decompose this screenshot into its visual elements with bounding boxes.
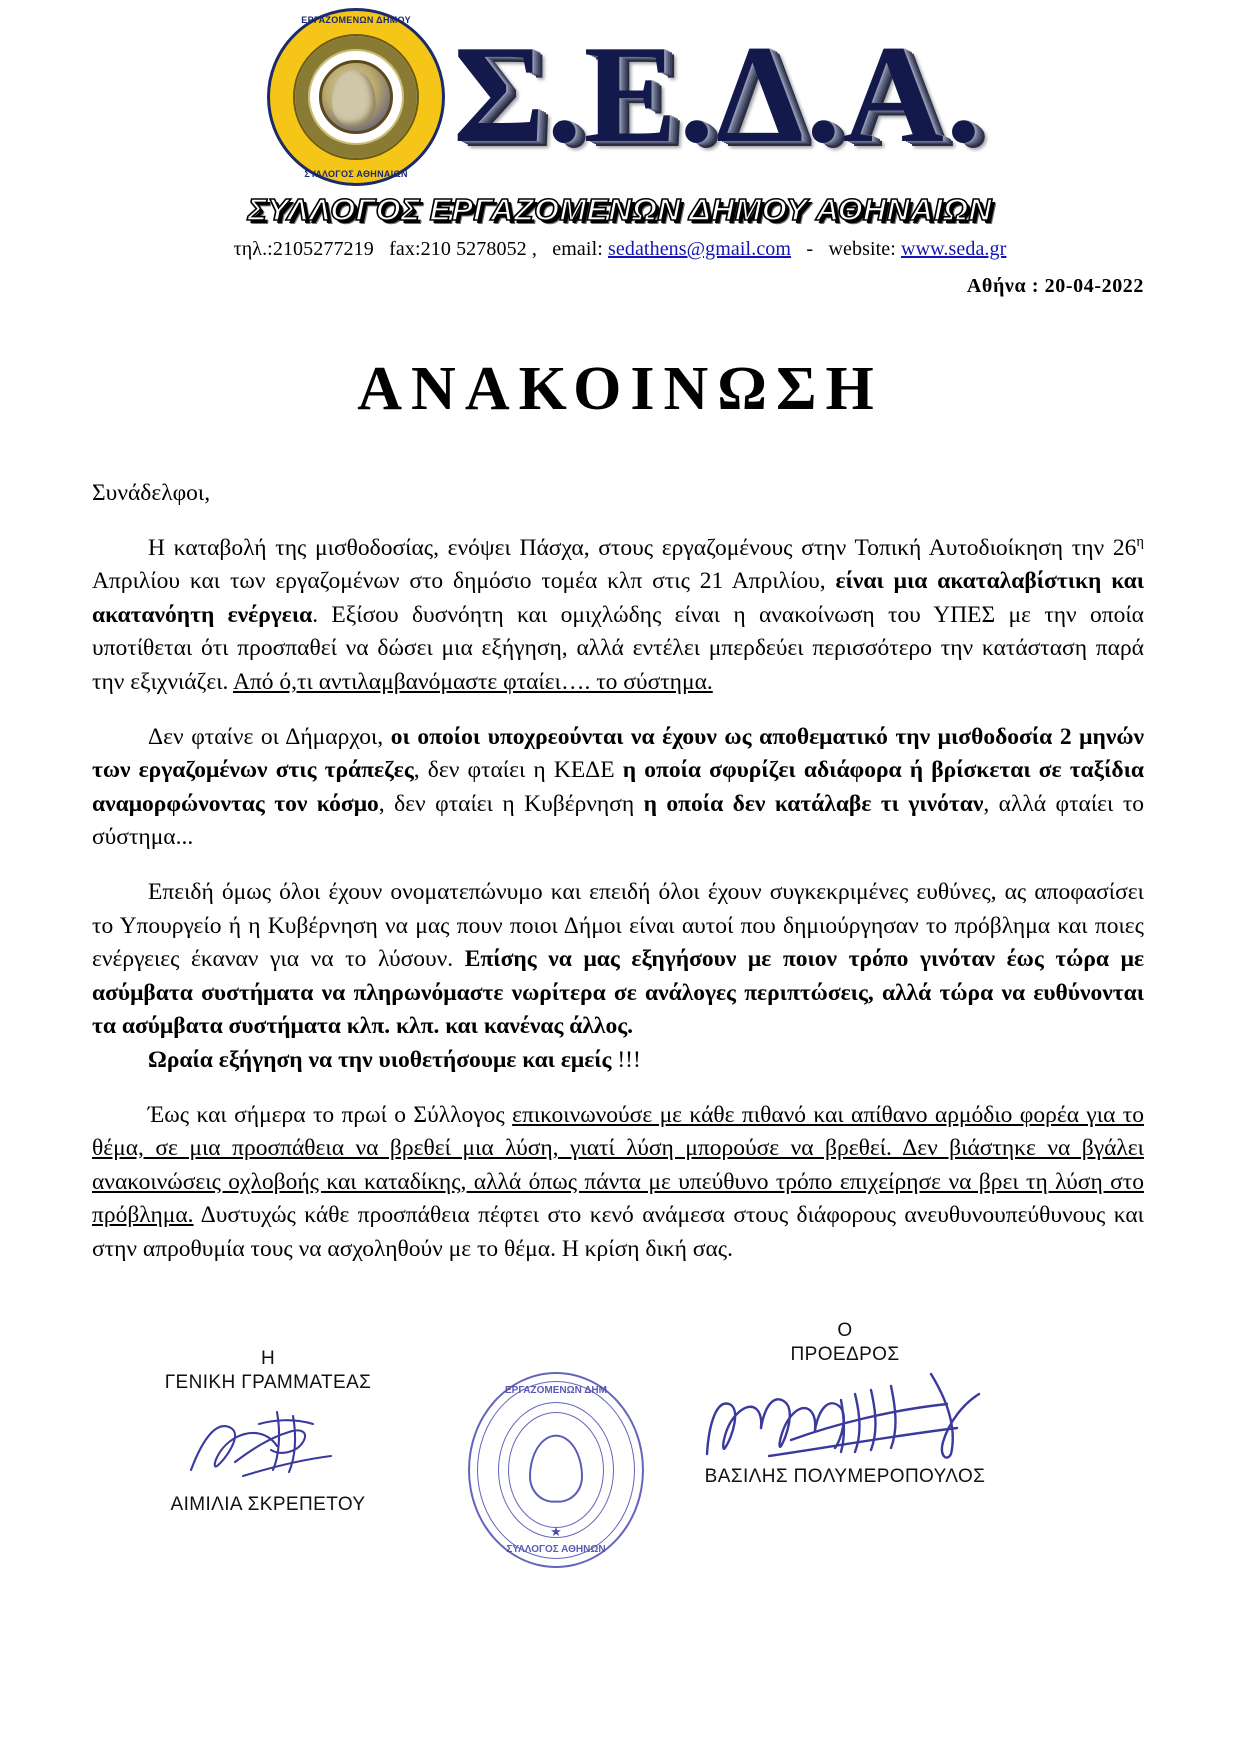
p2-bold-2: η οποία σφυρίζει αδιάφορα ή βρίσκεται σε ταξίδια αναμορφώνοντας τον κόσμο xyxy=(92,757,1145,817)
emblem-athena-head-icon xyxy=(332,70,376,126)
organization-acronym: Σ.Ε.Δ.Α. xyxy=(453,16,983,172)
date-line: Αθήνα : 20-04-2022 xyxy=(966,275,1144,297)
union-emblem-icon xyxy=(267,8,445,186)
p1-bold-1: είναι μια ακαταλαβίστικη και ακατανόητη ενέργεια xyxy=(92,568,1144,628)
signature-area xyxy=(0,1320,1240,1620)
official-stamp-icon xyxy=(468,1372,644,1568)
letterhead xyxy=(0,0,1240,310)
p5-text-1: Έως και σήμερα το πρωί ο Σύλλογος xyxy=(148,1101,513,1128)
page-title: ΑΝΑΚΟΙΝΩΣΗ xyxy=(357,355,883,423)
stamp-star-icon: ★ xyxy=(550,1524,562,1540)
p2-text-3: , δεν φταίει η Κυβέρνηση xyxy=(378,790,644,817)
contact-line xyxy=(0,238,1240,261)
president-signature-image xyxy=(680,1370,1010,1462)
president-article: Ο xyxy=(837,1320,853,1342)
p1-underline-1: Από ό,τι αντιλαμβανόμαστε φταίει…. το σύστημα. xyxy=(232,668,713,695)
p4-bold-1: Ωραία εξήγηση να την υιοθετήσουμε και εμείς xyxy=(148,1046,612,1073)
secretary-name: ΑΙΜΙΛΙΑ ΣΚΡΕΠΕΤΟΥ xyxy=(170,1494,366,1516)
email-label: email: xyxy=(552,238,603,260)
p1-text-2: Απριλίου και των εργαζομένων στο δημόσιο τομέα κλπ στις 21 Απριλίου, xyxy=(92,568,836,595)
phone-label: τηλ.:2105277219 xyxy=(233,238,374,260)
signature-block-secretary xyxy=(128,1348,408,1516)
emblem-athena-disc xyxy=(319,60,393,134)
president-role: ΠΡΟΕΔΡΟΣ xyxy=(790,1344,900,1366)
secretary-article: Η xyxy=(260,1348,276,1370)
p3-text-1: Επειδή όμως όλοι έχουν ονοματεπώνυμο και επειδή όλοι έχουν συγκεκριμένες ευθύνες, ας αποφασίσει το Υπουργείο ή η Κυβέρνηση να μας πουν ποιοι Δήμοι είναι αυτοί που δημιούργησαν το πρόβλημα και ποιες ενέργειες έκαναν για να το λύσουν. xyxy=(92,878,1144,973)
secretary-signature-image xyxy=(128,1398,408,1490)
organization-name: ΣΥΛΛΟΓΟΣ ΕΡΓΑΖΟΜΕΝΩΝ ΔΗΜΟΥ ΑΘΗΝΑΙΩΝ xyxy=(247,192,993,227)
emblem-arc-top-label: ΕΡΓΑΖΟΜΕΝΩΝ ΔΗΜΟΥ xyxy=(301,15,411,25)
p1-text-1: Η καταβολή της μισθοδοσίας, ενόψει Πάσχα, στους εργαζομένους στην Τοπική Αυτοδιοίκηση την 26 xyxy=(148,534,1137,561)
salutation: Συνάδελφοι, xyxy=(92,480,211,506)
paragraph-1 xyxy=(92,532,1144,700)
paragraph-3 xyxy=(92,876,1144,1044)
website-link[interactable]: www.seda.gr xyxy=(901,238,1007,260)
p1-ordinal-suffix: η xyxy=(1136,533,1144,550)
p2-text-1: Δεν φταίνε οι Δήμαρχοι, xyxy=(148,723,391,750)
paragraph-2 xyxy=(92,721,1144,855)
p5-text-2: Δυστυχώς κάθε προσπάθεια πέφτει στο κενό ανάμεσα στους διάφορους ανευθυνουπεύθυνους και στην απροθυμία τους να ασχοληθούν με το θέμα. Η κρίση δική σας. xyxy=(92,1202,1144,1262)
logo-row xyxy=(0,0,1240,190)
p5-underline-1: επικοινωνούσε με κάθε πιθανό και απίθανο αρμόδιο φορέα για το θέμα, σε μια προσπάθεια να βρεθεί μια λύση, γιατί λύση μπορούσε να βρεθεί. Δεν βιάστηκε να βγάλει ανακοινώσεις οχλοβοής και καταδίκης, αλλά όπως πάντα με υπεύθυνο τρόπο επιχείρησε να βρει τη λύση στο πρόβλημα. xyxy=(92,1101,1144,1229)
signature-block-president xyxy=(680,1320,1010,1488)
stamp-arc-bottom-label: ΣΥΛΛΟΓΟΣ ΑΘΗΝΩΝ xyxy=(506,1544,606,1556)
p2-bold-1: οι οποίοι υποχρεούνται να έχουν ως αποθεματικό την μισθοδοσία 2 μηνών των εργαζομένων στις τράπεζες xyxy=(92,723,1144,784)
p2-bold-3: η οποία δεν κατάλαβε τι γινόταν xyxy=(643,790,984,817)
president-name: ΒΑΣΙΛΗΣ ΠΟΛΥΜΕΡΟΠΟΥΛΟΣ xyxy=(704,1466,986,1488)
email-link[interactable]: sedathens@gmail.com xyxy=(608,238,792,260)
paragraph-5 xyxy=(92,1099,1144,1267)
p2-text-2: , δεν φταίει η ΚΕΔΕ xyxy=(413,757,623,784)
emblem-arc-bottom-label: ΣΥΛΛΟΓΟΣ ΑΘΗΝΑΙΩΝ xyxy=(304,169,408,179)
stamp-arc-top-label: ΕΡΓΑΖΟΜΕΝΩΝ ΔΗΜ xyxy=(505,1385,607,1397)
contact-separator: - xyxy=(806,238,814,260)
secretary-role: ΓΕΝΙΚΗ ΓΡΑΜΜΑΤΕΑΣ xyxy=(164,1372,372,1394)
p1-text-3: . Εξίσου δυσνόητη και ομιχλώδης είναι η ανακοίνωση του ΥΠΕΣ με την οποία υποτίθεται ότι προσπαθεί να δώσει μια εξήγηση, αλλά εντέλει μπερδεύει περισσότερο την κατάσταση παρά την εξιχνιάζει. xyxy=(92,601,1144,695)
paragraph-4 xyxy=(92,1044,1144,1078)
website-label: website: xyxy=(828,238,896,260)
p4-text-1: !!! xyxy=(611,1046,641,1073)
p2-text-4: , αλλά φταίει το σύστημα... xyxy=(92,790,1145,851)
p3-bold-1: Επίσης να μας εξηγήσουν με ποιον τρόπο γινόταν έως τώρα με ασύμβατα συστήματα να πληρωνόμαστε νωρίτερα σε ανάλογες περιπτώσεις, αλλά τώρα να ευθύνονται τα ασύμβατα συστήματα κλπ. κλπ. και κανένας άλλος. xyxy=(92,946,1145,1040)
fax-label: fax:210 5278052 , xyxy=(389,238,537,260)
document-body xyxy=(0,477,1240,1266)
